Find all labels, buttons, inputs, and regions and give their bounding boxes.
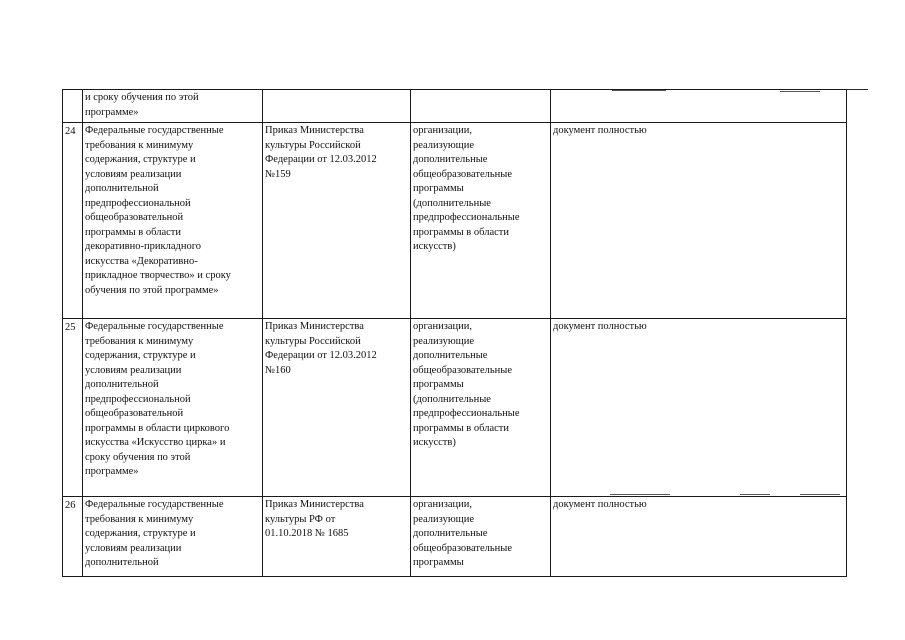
regulations-table bbox=[62, 89, 847, 577]
application-scope: документ полностью bbox=[553, 125, 647, 136]
organizations-cell bbox=[411, 319, 551, 497]
organizations: организации, реализующие дополнительные общеобразовательные программы (дополнительные предпрофессиональные программы в области искусств) bbox=[413, 321, 520, 448]
requirements-title: Федеральные государственные требования к минимуму содержания, структуре и условиям реализации дополнительной предпрофессиональной общеобразовательной программы в области циркового искусства «Искусство цирка» и сроку обучения по этой программе» bbox=[85, 321, 230, 477]
approving-document-cell bbox=[263, 123, 411, 319]
table-row bbox=[63, 319, 847, 497]
requirements-title: Федеральные государственные требования к минимуму содержания, структуре и условиям реализации дополнительной bbox=[85, 499, 224, 568]
requirements-title-cell bbox=[83, 319, 263, 497]
scope-cell bbox=[551, 123, 847, 319]
requirements-title: и сроку обучения по этой программе» bbox=[85, 92, 199, 118]
application-scope: документ полностью bbox=[553, 321, 647, 332]
row-number-cell bbox=[63, 319, 83, 497]
organizations-cell bbox=[411, 123, 551, 319]
approving-document-cell bbox=[263, 319, 411, 497]
requirements-title: Федеральные государственные требования к минимуму содержания, структуре и условиям реализации дополнительной предпрофессиональной общеобразовательной программы в области декоративно-прикладного искусства «Декоративно- прикладное творчество» и сроку обучения по этой программе» bbox=[85, 125, 231, 296]
scope-cell bbox=[551, 319, 847, 497]
row-number: 26 bbox=[65, 500, 76, 511]
approving-document: Приказ Министерства культуры РФ от 01.10.2018 № 1685 bbox=[265, 499, 364, 539]
table-row bbox=[63, 123, 847, 319]
scope-cell bbox=[551, 90, 847, 123]
approving-document: Приказ Министерства культуры Российской Федерации от 12.03.2012 №160 bbox=[265, 321, 377, 376]
row-number: 24 bbox=[65, 126, 76, 137]
approving-document-cell bbox=[263, 90, 411, 123]
requirements-title-cell bbox=[83, 497, 263, 577]
scope-cell bbox=[551, 497, 847, 577]
row-number: 25 bbox=[65, 322, 76, 333]
row-number-cell bbox=[63, 497, 83, 577]
requirements-title-cell bbox=[83, 123, 263, 319]
row-number bbox=[65, 91, 80, 92]
organizations: организации, реализующие дополнительные общеобразовательные программы (дополнительные предпрофессиональные программы в области искусств) bbox=[413, 125, 520, 252]
application-scope: документ полностью bbox=[553, 499, 647, 510]
row-number-cell bbox=[63, 90, 83, 123]
approving-document-cell bbox=[263, 497, 411, 577]
organizations: организации, реализующие дополнительные общеобразовательные программы bbox=[413, 499, 512, 568]
requirements-title-cell bbox=[83, 90, 263, 123]
table-row bbox=[63, 90, 847, 123]
approving-document: Приказ Министерства культуры Российской Федерации от 12.03.2012 №159 bbox=[265, 125, 377, 180]
organizations-cell bbox=[411, 90, 551, 123]
table-row bbox=[63, 497, 847, 577]
organizations-cell bbox=[411, 497, 551, 577]
row-number-cell bbox=[63, 123, 83, 319]
